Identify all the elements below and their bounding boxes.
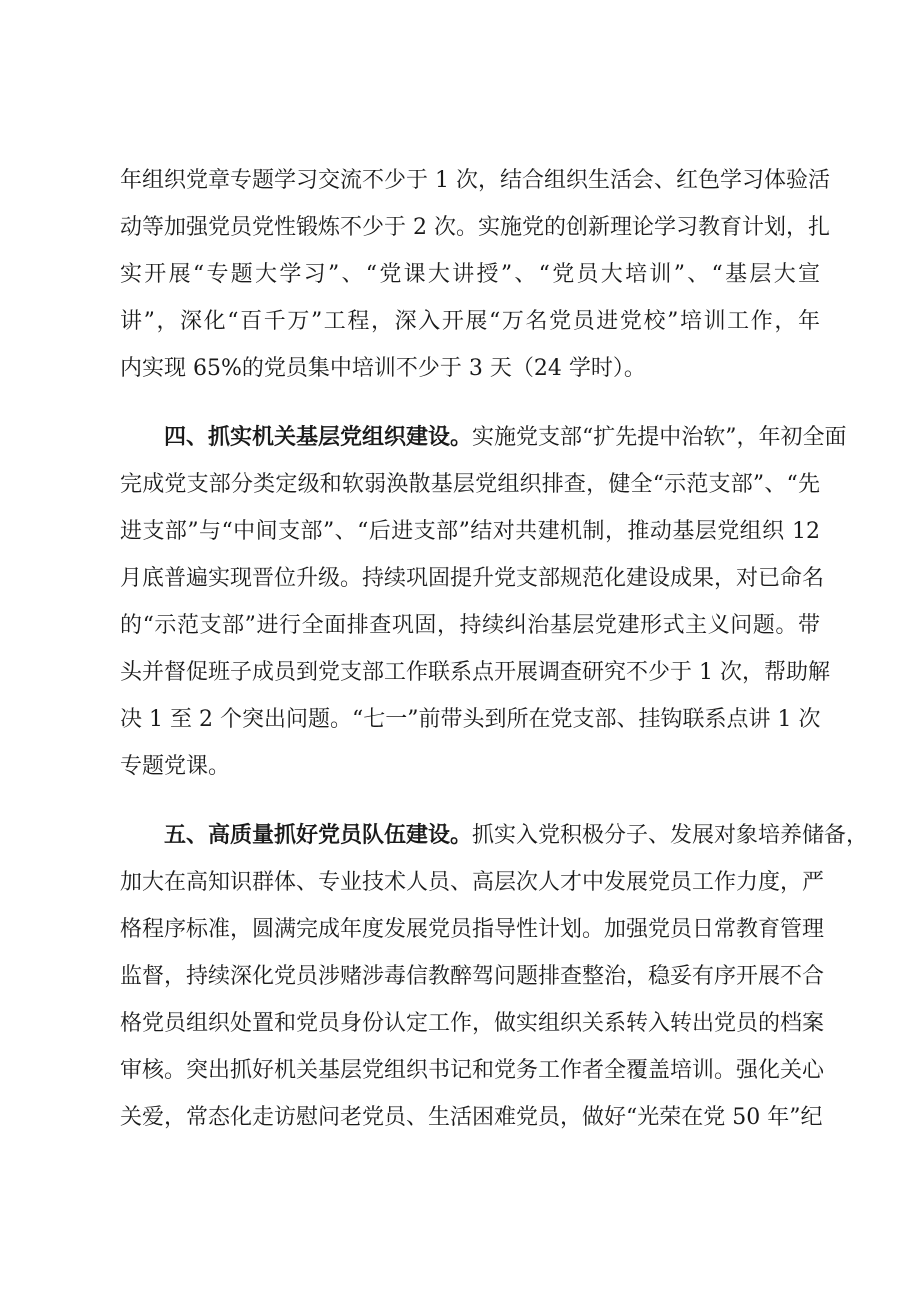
text-line: 头并督促班子成员到党支部工作联系点开展调查研究不少于 1 次，帮助解 bbox=[120, 660, 830, 685]
document-body bbox=[120, 157, 869, 1141]
paragraph-grassroots-organization bbox=[120, 414, 847, 790]
text-line: 进支部”与“中间支部”、“后进支部”结对共建机制，推动基层党组织 12 bbox=[120, 519, 820, 544]
text-line: 月底普遍实现晋位升级。持续巩固提升党支部规范化建设成果，对已命名 bbox=[120, 566, 825, 591]
text-line: 完成党支部分类定级和软弱涣散基层党组织排查，健全“示范支部”、“先 bbox=[120, 472, 820, 497]
text-line bbox=[120, 812, 869, 859]
text-line: 监督，持续深化党员涉赌涉毒信教醉驾问题排查整治，稳妥有序开展不合 bbox=[120, 964, 825, 989]
section-heading-four: 四、抓实机关基层党组织建设。 bbox=[164, 425, 473, 450]
text-line: 年组织党章专题学习交流不少于 1 次，结合组织生活会、红色学习体验活 bbox=[120, 168, 830, 193]
text-line: 格党员组织处置和党员身份认定工作，做实组织关系转入转出党员的档案 bbox=[120, 1011, 825, 1036]
text-line bbox=[120, 414, 847, 461]
text-line: 动等加强党员党性锻炼不少于 2 次。实施党的创新理论学习教育计划，扎 bbox=[120, 215, 830, 240]
text-line: 关爱，常态化走访慰问老党员、生活困难党员，做好“光荣在党 50 年”纪 bbox=[120, 1105, 823, 1130]
text-line: 实开展“专题大学习”、“党课大讲授”、“党员大培训”、“基层大宣 bbox=[120, 262, 820, 287]
paragraph-party-study bbox=[120, 157, 830, 392]
text-line: 的“示范支部”进行全面排查巩固，持续纠治基层党建形式主义问题。带 bbox=[120, 613, 820, 638]
text-line: 加大在高知识群体、专业技术人员、高层次人才中发展党员工作力度，严 bbox=[120, 870, 825, 895]
section-heading-five: 五、高质量抓好党员队伍建设。 bbox=[164, 823, 473, 848]
text-line: 决 1 至 2 个突出问题。“七一”前带头到所在党支部、挂钩联系点讲 1 次 bbox=[120, 707, 821, 732]
paragraph-party-members bbox=[120, 812, 869, 1141]
text-line: 格程序标准，圆满完成年度发展党员指导性计划。加强党员日常教育管理 bbox=[120, 917, 825, 942]
text-line: 审核。突出抓好机关基层党组织书记和党务工作者全覆盖培训。强化关心 bbox=[120, 1058, 825, 1083]
text-segment: 抓实入党积极分子、发展对象培养储备， bbox=[472, 823, 869, 848]
text-segment: 实施党支部“扩先提中治软”，年初全面 bbox=[472, 425, 847, 450]
text-line: 内实现 65%的党员集中培训不少于 3 天（24 学时）。 bbox=[120, 356, 646, 381]
text-line: 专题党课。 bbox=[120, 754, 231, 779]
text-line: 讲”，深化“百千万”工程，深入开展“万名党员进党校”培训工作，年 bbox=[120, 309, 820, 334]
